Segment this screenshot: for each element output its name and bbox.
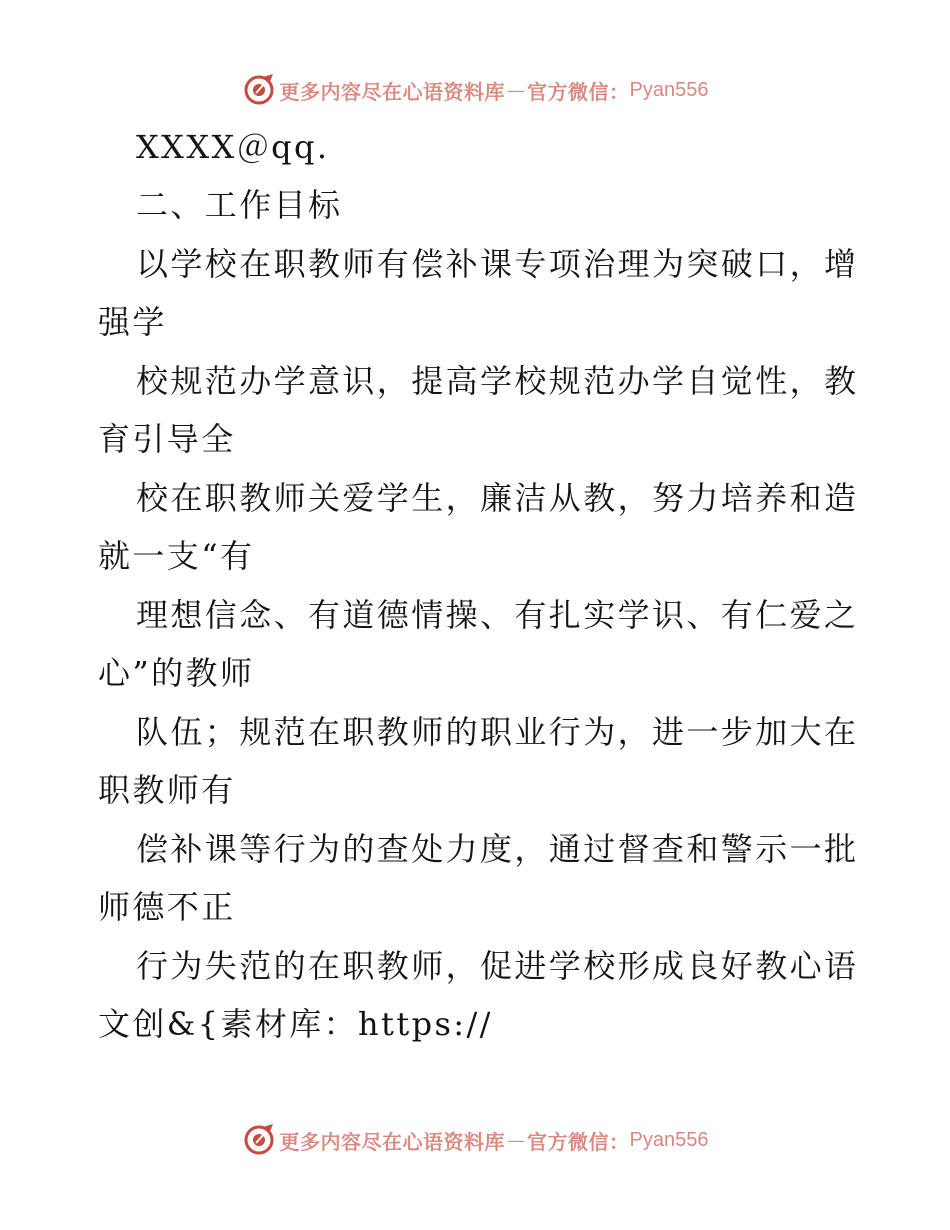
text-line: 以学校在职教师有偿补课专项治理为突破口，增	[136, 245, 859, 283]
watermark-brand-text: 更多内容尽在心语资料库	[279, 1129, 506, 1154]
text-line: 师德不正	[98, 888, 236, 926]
text-line: 文创&{素材库：https://	[98, 1005, 493, 1043]
watermark-wechat-label: 官方微信：	[527, 79, 630, 104]
watermark-separator: —	[507, 1129, 526, 1151]
watermark-wechat-label: 官方微信：	[527, 1129, 630, 1154]
footer-watermark	[0, 1120, 950, 1160]
text-line: 心”的教师	[98, 654, 255, 692]
text-line: 队伍；规范在职教师的职业行为，进一步加大在	[136, 713, 859, 751]
text-line: 校在职教师关爱学生，廉洁从教，努力培养和造	[136, 479, 859, 517]
watermark-wechat-id: Pyan556	[629, 78, 709, 101]
text-line: 育引导全	[98, 420, 236, 458]
watermark-separator: —	[507, 79, 526, 101]
watermark-wechat-id: Pyan556	[629, 1128, 709, 1151]
header-watermark	[0, 70, 950, 110]
text-line: 强学	[98, 303, 167, 341]
section-heading: 二、工作目标	[136, 186, 343, 224]
text-line: 理想信念、有道德情操、有扎实学识、有仁爱之	[136, 596, 859, 634]
watermark-brand-text: 更多内容尽在心语资料库	[279, 79, 506, 104]
red-pen-circle-logo-icon	[242, 1123, 276, 1157]
text-line: 偿补课等行为的查处力度，通过督查和警示一批	[136, 830, 859, 868]
red-pen-circle-logo-icon	[242, 73, 276, 107]
text-line: 就一支“有	[98, 537, 255, 575]
text-line: 职教师有	[98, 771, 236, 809]
text-line: 行为失范的在职教师，促进学校形成良好教心语	[136, 947, 859, 985]
text-line: XXXX＠qq.	[136, 128, 330, 166]
text-line: 校规范办学意识，提高学校规范办学自觉性，教	[136, 362, 859, 400]
